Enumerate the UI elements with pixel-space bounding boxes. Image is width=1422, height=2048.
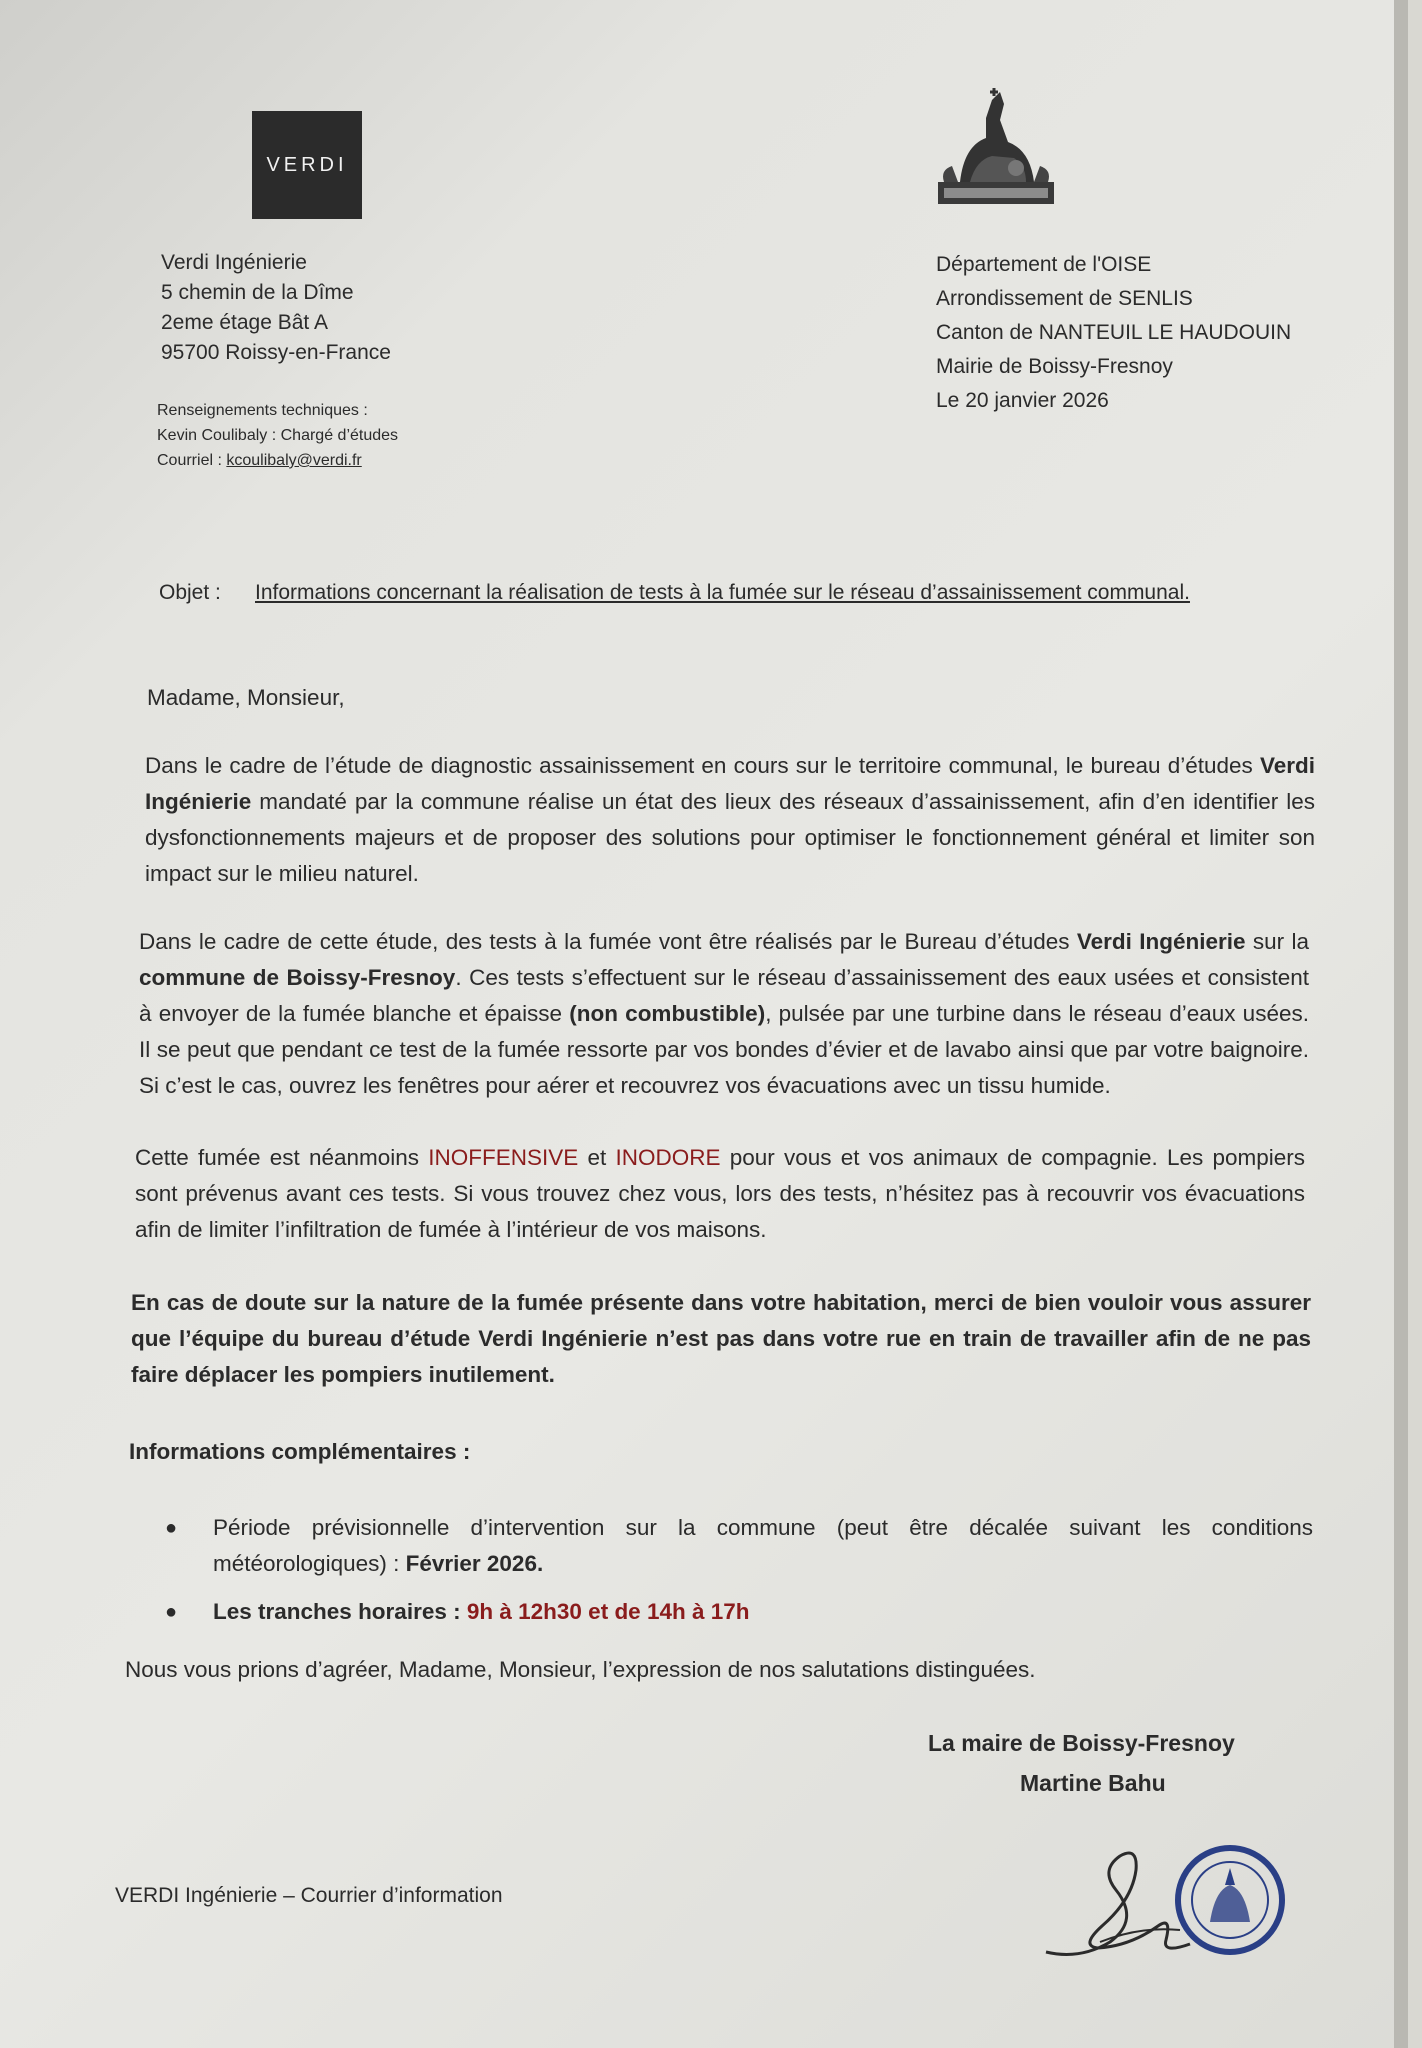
list-item-text [213,1594,750,1630]
non-combustible-note: (non combustible) [569,1001,766,1026]
sender-line: Verdi Ingénierie [161,251,307,274]
department-block [936,248,1291,418]
signature-and-seal-icon [1040,1830,1290,1970]
bullet-icon: ● [165,1601,178,1623]
technical-contact [157,398,398,473]
text-run: pour vous et vos animaux de compagnie. Les pompiers sont prévenus avant ces tests. Si vous trouvez chez vous, lors des tests, n’hésitez pas à recouvrir vos évacuations afin de limiter l’infiltration de fumée à l’intérieur de vos maisons. [135,1145,1305,1242]
text-run: et [578,1145,616,1170]
inodore-highlight: INODORE [615,1145,721,1170]
dept-line: Arrondissement de SENLIS [936,287,1193,310]
tech-label: Renseignements techniques : [157,402,368,419]
text-run: Cette fumée est néanmoins [135,1145,429,1170]
commune-name: commune de Boissy-Fresnoy [139,965,456,990]
text-run: Les tranches horaires : [213,1599,467,1624]
text-run: Dans le cadre de cette étude, des tests à la fumée vont être réalisés par le Bureau d’études [139,929,1077,954]
signatory-name: Martine Bahu [1020,1770,1166,1796]
logo-text: VERDI [266,153,348,176]
subject-text: Informations concernant la réalisation de tests à la fumée sur le réseau d’assainissement communal. [255,581,1190,604]
paragraph-3 [135,1140,1305,1248]
info-title: Informations complémentaires : [129,1439,471,1464]
period-value: Février 2026. [405,1551,544,1576]
subject-label: Objet : [159,581,221,604]
dept-line: Département de l'OISE [936,253,1152,276]
subject-line [159,575,1209,611]
text-run: Période prévisionnelle d’intervention sur la commune (peut être décalée suivant les conditions météorologiques) : [213,1515,1313,1576]
verdi-logo [252,111,362,219]
tech-mail-line [157,448,398,473]
salutation: Madame, Monsieur, [147,685,345,710]
paragraph-2 [139,924,1309,1104]
letter-date: Le 20 janvier 2026 [936,389,1109,412]
dept-line: Canton de NANTEUIL LE HAUDOUIN [936,321,1292,344]
paragraph-4: En cas de doute sur la nature de la fumée présente dans votre habitation, merci de bien vouloir vous assurer que l’équipe du bureau d’étude Verdi Ingénierie n’est pas dans votre rue en train de travailler afin de ne pas faire déplacer les pompiers inutilement. [131,1290,1311,1387]
sender-address [161,248,391,368]
list-item [165,1594,1313,1630]
text-run: Dans le cadre de l’étude de diagnostic assainissement en cours sur le territoire communal, le bureau d’études [145,753,1260,778]
list-item [165,1510,1313,1582]
dept-line: Mairie de Boissy-Fresnoy [936,355,1173,378]
email-link[interactable]: kcoulibaly@verdi.fr [226,452,362,469]
sender-line: 2eme étage Bât A [161,311,328,334]
closing-line: Nous vous prions d’agréer, Madame, Monsieur, l’expression de nos salutations distinguées. [125,1657,1036,1682]
company-name: Verdi Ingénierie [1076,929,1246,954]
tech-mail-label: Courriel : [157,452,227,469]
inoffensive-highlight: INOFFENSIVE [428,1145,579,1170]
tech-contact: Kevin Coulibaly : Chargé d’études [157,427,399,444]
company-name: Verdi Ingénierie [145,753,1315,814]
text-run: , pulsée par une turbine dans le réseau d’eaux usées. Il se peut que pendant ce test de la fumée ressorte par vos bondes d’évier et de lavabo ainsi que par votre baignoire. Si c’est le cas, ouvrez les fenêtres pour aérer et recouvrez vos évacuations avec un tissu humide. [139,1001,1309,1098]
paragraph-1 [145,748,1315,892]
text-run: . Ces tests s’effectuent sur le réseau d’assainissement des eaux usées et consistent à envoyer de la fumée blanche et épaisse [139,965,1309,1026]
text-run: mandaté par la commune réalise un état des lieux des réseaux d’assainissement, afin d’en identifier les dysfonctionnements majeurs et de proposer des solutions pour optimiser le fonctionnement général et limiter son impact sur le milieu naturel. [145,789,1315,886]
page-edge [1394,0,1408,2048]
hours-value: 9h à 12h30 et de 14h à 17h [466,1599,750,1624]
list-item-text [213,1510,1313,1582]
sender-line: 95700 Roissy-en-France [161,341,391,364]
footer-text: VERDI Ingénierie – Courrier d’information [115,1884,503,1907]
sender-line: 5 chemin de la Dîme [161,281,354,304]
info-list [165,1510,1313,1642]
text-run: sur la [1245,929,1309,954]
signature-title: La maire de Boissy-Fresnoy [928,1730,1235,1756]
bullet-icon: ● [165,1517,178,1539]
republic-emblem-icon [930,86,1062,218]
